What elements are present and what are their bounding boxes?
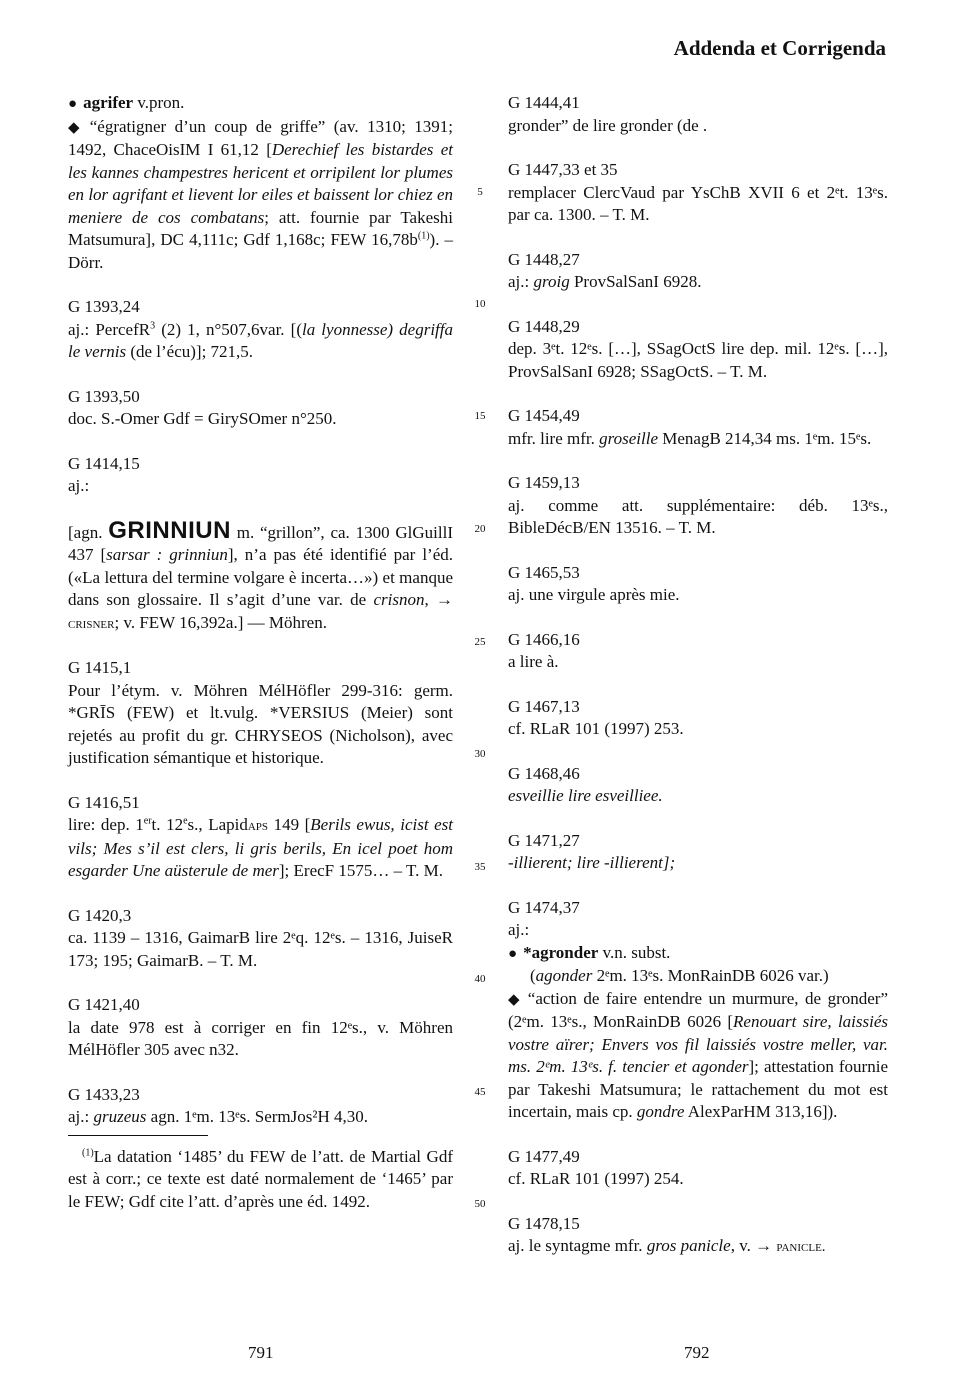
entry-agronder-head: ● *agronder v.n. subst. [508, 942, 671, 962]
footnote-ref: (1) [417, 230, 430, 242]
entry-ref: G 1420,3 [68, 905, 132, 925]
entry-text: gronder” de lire gronder (de . [508, 115, 708, 135]
entry-text: aj. une virgule après mie. [508, 585, 680, 604]
footnote-rule [68, 1135, 208, 1136]
entry-ref: G 1414,15 [68, 453, 140, 473]
headword-grinniun: GRINNIUN [108, 516, 231, 544]
entry-text: aj.: groig ProvSalSanI 6928. [508, 272, 702, 291]
entry-ref: G 1393,50 [68, 386, 140, 406]
entry-text: esveillie lire esveilliee. [508, 786, 663, 805]
text: ). – Dörr. [68, 230, 454, 272]
line-number: 20 [474, 523, 486, 535]
entry-ref: G 1393,24 [68, 297, 140, 316]
entry-text: lire: dep. 1ert. 12es., Lapidaps 149 [Berils ewus, icist est vils; Mes s’il est clers, li gris berils, En icel poet hom esgarder Une aüsterule de mer]; ErecF 1575… – T. M. [68, 815, 453, 880]
entry-agronder-variant: (agonder 2ᵉm. 13ᵉs. MonRainDB 6026 var.) [530, 966, 829, 985]
entry-ref: G 1415,1 [68, 658, 132, 677]
entry-text: aj.: gruzeus agn. 1ᵉm. 13ᵉs. SermJos²H 4,30. [68, 1107, 368, 1126]
diamond-icon: ◆ [68, 119, 84, 136]
entry-text: Pour l’étym. v. Möhren MélHöfler 299-316: germ. *GRĪS (FEW) et lt.vulg. *VERSIUS (Meier) sont rejetés au profit du gr. CHRYSEOS (Nicholson), avec justification sémantique et historique. [68, 680, 453, 767]
headword: *agronder [523, 942, 599, 962]
entry-ref: G 1447,33 et 35 [508, 160, 618, 179]
entry-text: cf. RLaR 101 (1997) 253. [508, 719, 684, 738]
entry-ref: G 1448,29 [508, 316, 580, 336]
diamond-icon: ◆ [508, 991, 522, 1008]
entry-ref: G 1448,27 [508, 249, 580, 269]
line-number: 15 [474, 410, 486, 422]
entry-text: doc. S.-Omer Gdf = GirySOmer n°250. [68, 409, 337, 428]
line-number: 25 [474, 636, 486, 648]
entry-ref: G 1454,49 [508, 406, 580, 425]
running-header: Addenda et Corrigenda [673, 36, 886, 60]
entry-ref: G 1471,27 [508, 830, 580, 850]
page-number-right: 792 [684, 1343, 710, 1362]
entry-ref: G 1459,13 [508, 473, 580, 492]
left-column [68, 92, 453, 1213]
line-number: 40 [474, 973, 486, 985]
entry-ref: G 1444,41 [508, 93, 580, 112]
entry-text: cf. RLaR 101 (1997) 254. [508, 1169, 684, 1188]
text: ; att. fournie par Takeshi Matsumura], DC 4,111c; Gdf 1,168c; FEW 16,78b [68, 207, 453, 249]
entry-ref: G 1466,16 [508, 629, 580, 649]
entry-text: aj.: [68, 476, 90, 495]
headword: agrifer [83, 93, 134, 112]
entry-text: aj.: PercefR$^3$ (2) 1, n°507,6var. [(la lyonnesse) degriffa le vernis (de l’écu)]; 721,5. [68, 319, 453, 361]
entry-text: -illierent; lire -illierent]; [508, 853, 676, 872]
entry-ref: G 1478,15 [508, 1213, 580, 1233]
entry-ref: G 1468,46 [508, 763, 580, 783]
line-number: 50 [474, 1198, 486, 1210]
entry-text: ca. 1139 – 1316, GaimarB lire 2ᵉq. 12ᵉs. – 1316, JuiseR 173; 195; GaimarB. – T. M. [68, 928, 453, 970]
quotation: Derechief les bistardes et les kannes champestres hericent et orripilent lor plumes en lor agrifant et lievent lor eiles et baissent lor chiez en meniere de cos combatans [68, 140, 453, 227]
text: “égratigner d’un coup de griffe” (av. 1310; 1391; 1492, ChaceOisIM I 61,12 [ [68, 116, 453, 159]
entry-text: dep. 3ᵉt. 12ᵉs. […], SSagOctS lire dep. mil. 12ᵉs. […], ProvSalSanI 6928; SSagOctS. – T. M. [508, 339, 888, 381]
entry-ref: G 1465,53 [508, 562, 580, 582]
entry-text: la date 978 est à corriger en fin 12ᵉs., v. Möhren MélHöfler 305 avec n32. [68, 1017, 453, 1059]
entry-ref: G 1421,40 [68, 995, 140, 1014]
entry-text: aj. comme att. supplémentaire: déb. 13ᵉs., BibleDécB/EN 13516. – T. M. [508, 495, 888, 537]
entry-ref: G 1477,49 [508, 1146, 580, 1166]
entry-ref: G 1467,13 [508, 696, 580, 716]
footnote: $^{(1)}$La datation ‘1485’ du FEW de l’att. de Martial Gdf est à corr.; ce texte est daté normalement de ‘1465’ par le FEW; Gdf cite l’att. d’après une éd. 1492. [68, 1146, 453, 1211]
line-number: 30 [474, 748, 486, 760]
entry-text: aj.: [508, 920, 530, 939]
entry-grinniun: [agn. GRINNIUN m. “grillon”, ca. 1300 GlGuillI 437 [sarsar : grinniun], n’a pas été identifié par l’éd. («La lettura del termine volgare è incerta…») et manque dans son glossaire. Il s’agit d’une var. de crisnon, → crisner; v. FEW 16,392a.] — Möhren. [68, 516, 454, 632]
entry-text: remplacer ClercVaud par YsChB XVII 6 et 2ᵉt. 13ᵉs. par ca. 1300. – T. M. [508, 182, 888, 224]
right-column [508, 92, 888, 1259]
line-number: 45 [474, 1086, 486, 1098]
entry-text: aj. le syntagme mfr. gros panicle, v. → panicle. [508, 1236, 826, 1255]
bullet-icon: ● [508, 945, 518, 962]
entry-ref: G 1416,51 [68, 792, 140, 812]
line-number: 35 [474, 861, 486, 873]
entry-agrifer-definition [68, 116, 453, 275]
entry-ref: G 1474,37 [508, 897, 580, 917]
line-number: 10 [474, 298, 486, 310]
entry-text: a lire à. [508, 652, 559, 671]
entry-agrifer-head [68, 92, 453, 116]
entry-ref: G 1433,23 [68, 1084, 140, 1104]
line-number: 5 [477, 186, 483, 198]
bullet-icon: ● [68, 96, 78, 112]
entry-text: mfr. lire mfr. groseille MenagB 214,34 ms. 1ᵉm. 15ᵉs. [508, 428, 872, 448]
entry-agronder-definition: ◆ “action de faire entendre un murmure, de gronder” (2ᵉm. 13ᵉs., MonRainDB 6026 [Renouart sire, laissiés vostre aïrer; Envers vos fil laissiés vostre meller, var. ms. 2ᵉm. 13ᵉs. f. tencier et agonder]; attestation fournie par Takeshi Matsumura; le rattachement du mot est incertain, mais cp. gondre AlexParHM 313,16]). [508, 988, 889, 1121]
page-number-left: 791 [248, 1343, 274, 1362]
part-of-speech: v.pron. [137, 93, 185, 112]
